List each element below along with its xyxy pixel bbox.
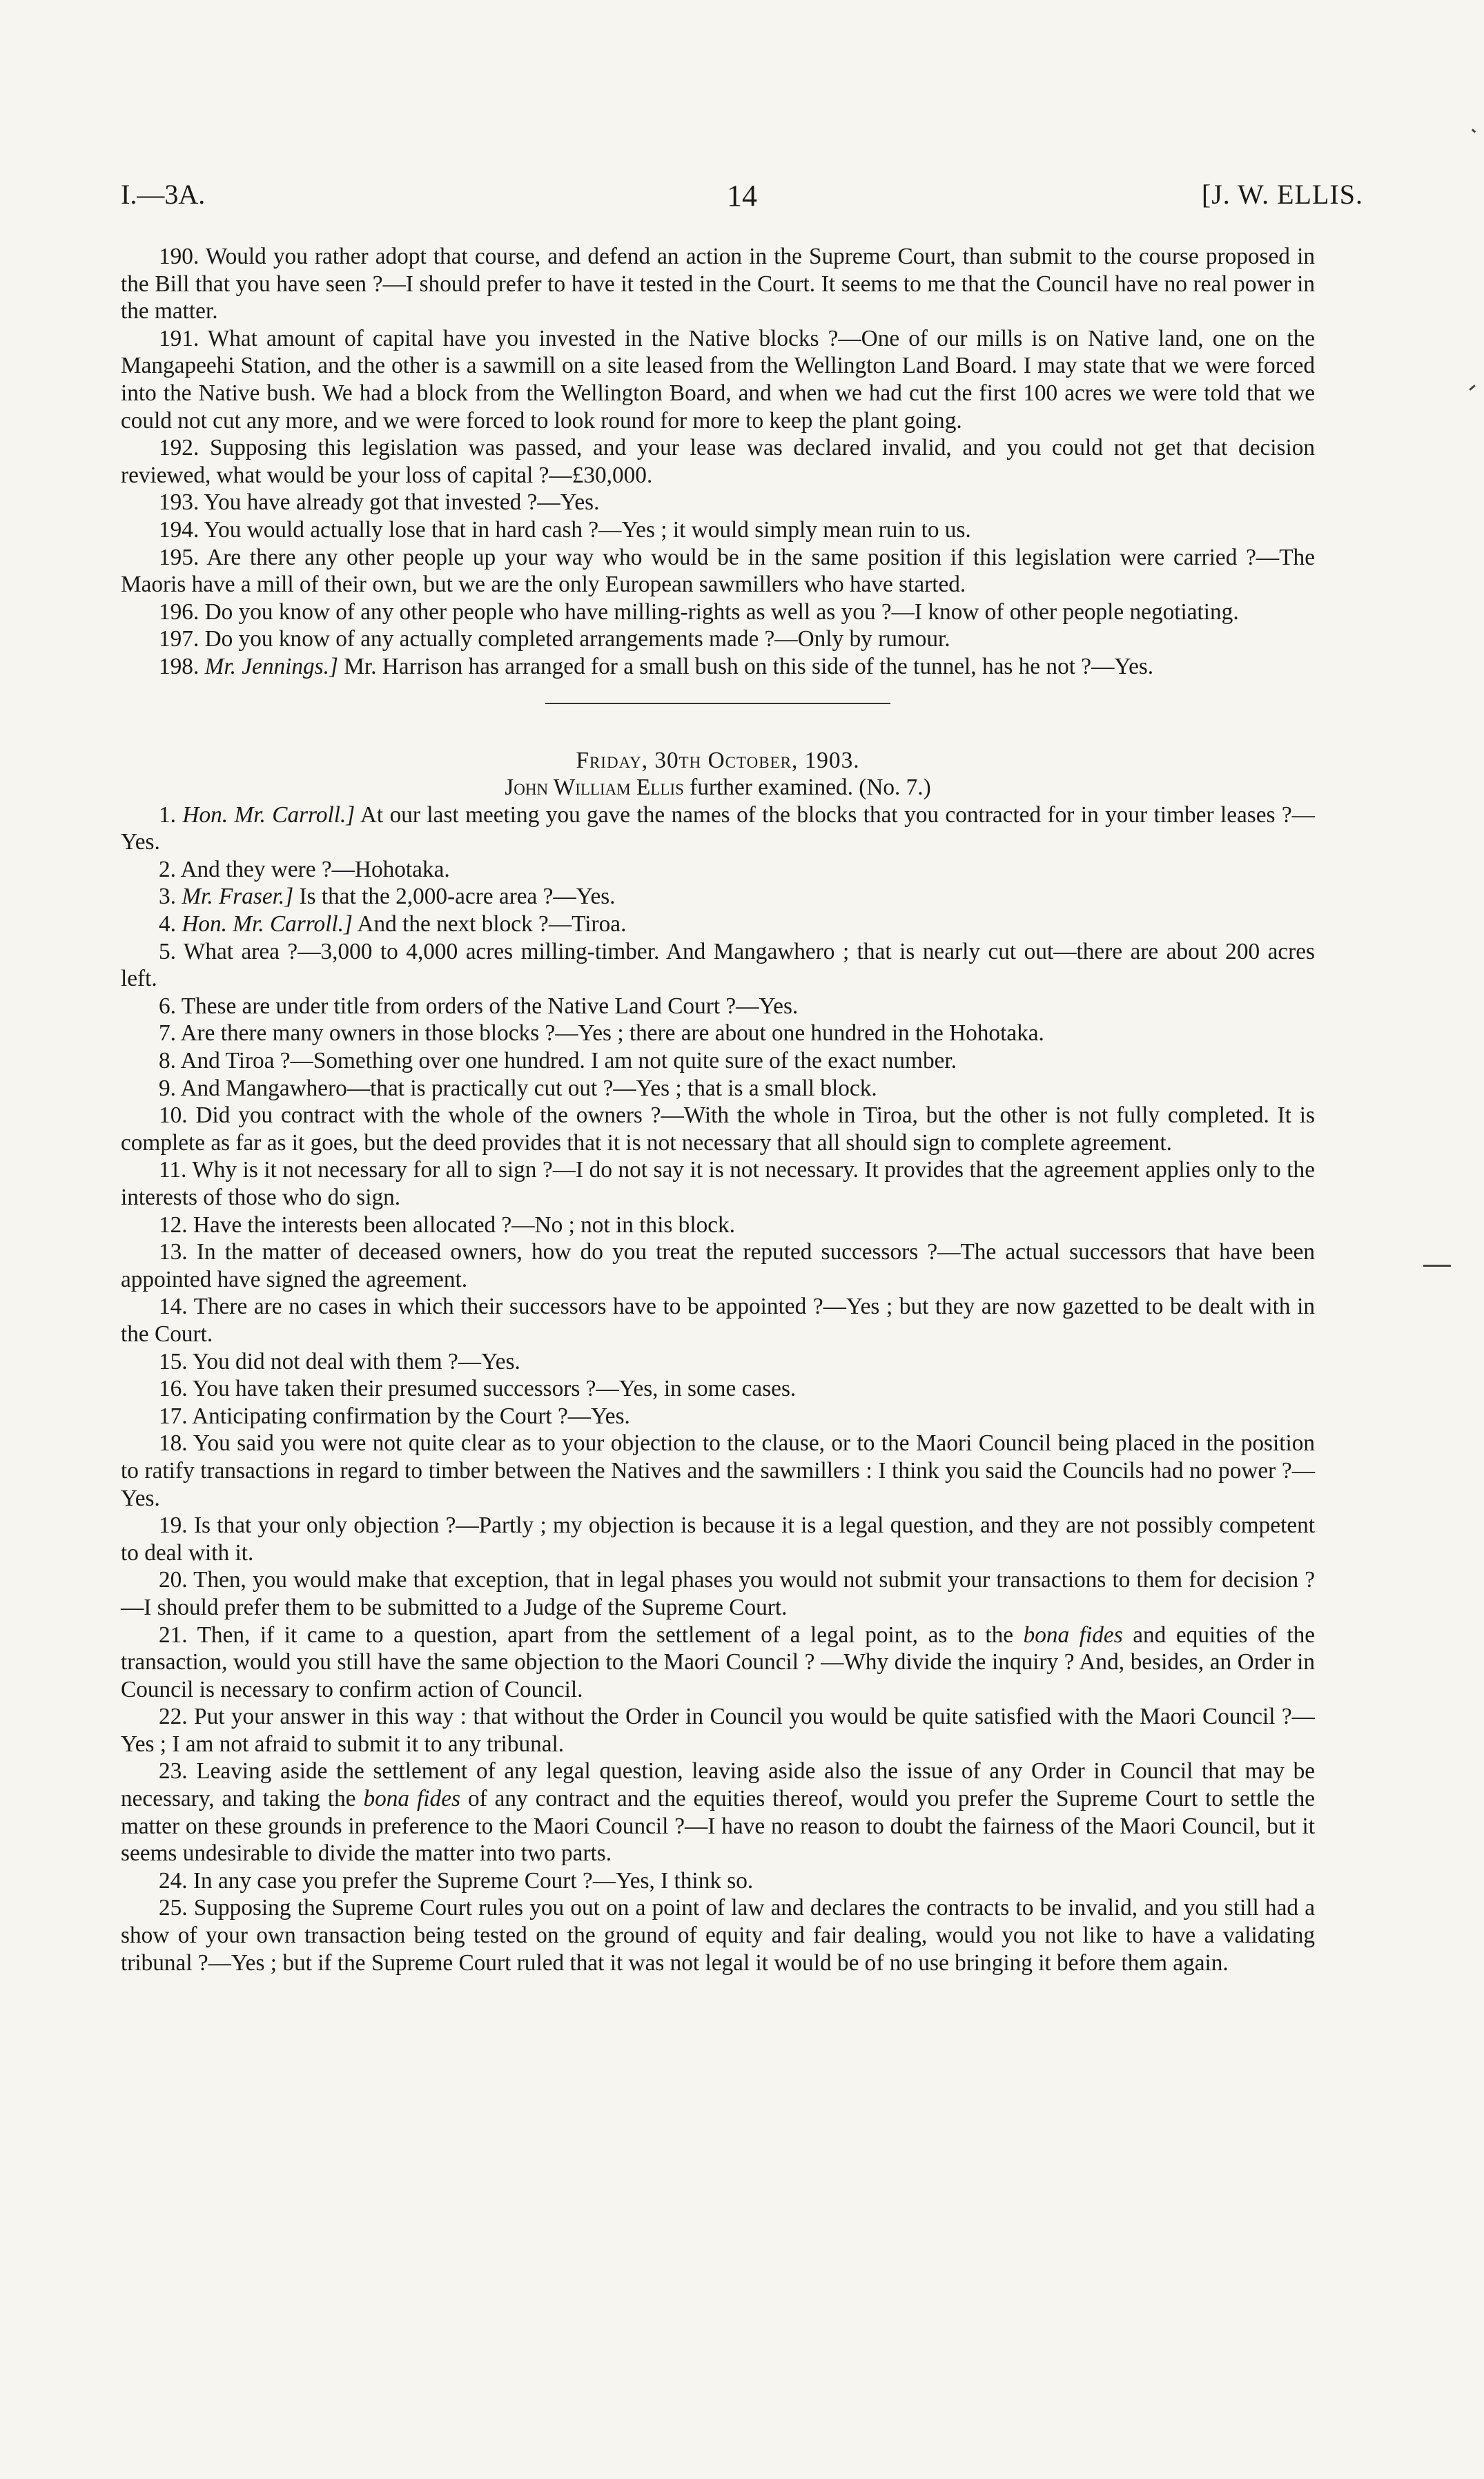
question-number: 194.	[159, 516, 199, 543]
speaker-name: Hon. Mr. Carroll.]	[182, 801, 355, 828]
question-number: 197.	[159, 626, 199, 652]
question-paragraph	[121, 801, 1315, 856]
question-number: 23.	[159, 1758, 188, 1785]
question-paragraph	[121, 434, 1315, 489]
question-text: Anticipating confirmation by the Court ?—Yes.	[192, 1403, 630, 1429]
question-number: 192.	[159, 435, 199, 461]
question-number: 11.	[159, 1157, 187, 1183]
question-paragraph	[121, 856, 1315, 884]
question-number: 13.	[159, 1239, 188, 1265]
question-paragraph	[121, 1075, 1315, 1102]
question-paragraph	[121, 516, 1315, 544]
question-paragraph	[121, 993, 1315, 1020]
question-number: 12.	[159, 1212, 188, 1238]
question-text: What area ?—3,000 to 4,000 acres milling-timber. And Mangawhero ; that is nearly cut out—there are about 200 acres left.	[121, 938, 1315, 992]
question-text: These are under title from orders of the Native Land Court ?—Yes.	[181, 993, 799, 1019]
question-paragraph	[121, 325, 1315, 434]
question-number: 22.	[159, 1704, 188, 1730]
evidence-block-new	[121, 801, 1315, 1977]
question-paragraph	[121, 1212, 1315, 1239]
question-number: 191.	[159, 325, 199, 351]
question-text: And they were ?—Hohotaka.	[180, 856, 450, 882]
question-text: Is that the 2,000-acre area ?—Yes.	[299, 884, 616, 910]
question-paragraph	[121, 1566, 1315, 1621]
question-text: At our last meeting you gave the names of the blocks that you contracted for in your timber leases ?—Yes.	[121, 801, 1315, 855]
question-paragraph	[121, 1403, 1315, 1430]
question-text: And the next block ?—Tiroa.	[357, 911, 627, 937]
question-number: 19.	[159, 1513, 188, 1539]
question-paragraph	[121, 625, 1315, 653]
question-paragraph	[121, 1293, 1315, 1348]
question-paragraph	[121, 911, 1315, 938]
question-text: You said you were not quite clear as to your objection to the clause, or to the Maori Council being placed in the position to ratify transactions in regard to timber between the Natives and the sawmillers : I think you said the Councils had no power ?—Yes.	[121, 1430, 1315, 1511]
question-paragraph	[121, 653, 1315, 681]
question-number: 8.	[159, 1048, 176, 1074]
question-text: Do you know of any other people who have milling-rights as well as you ?—I know of other people negotiating.	[204, 599, 1239, 625]
question-paragraph	[121, 1894, 1315, 1976]
question-paragraph	[121, 1758, 1315, 1867]
question-number: 20.	[159, 1567, 188, 1593]
question-text: You have already got that invested ?—Yes.	[204, 489, 600, 516]
speaker-name: Hon. Mr. Carroll.]	[182, 911, 353, 937]
question-number: 21.	[159, 1622, 188, 1648]
question-text: And Mangawhero—that is practically cut out ?—Yes ; that is a small block.	[180, 1075, 877, 1101]
evidence-block-continued	[121, 243, 1315, 681]
question-number: 6.	[159, 993, 176, 1019]
section-divider	[545, 703, 890, 704]
question-text: What amount of capital have you invested in the Native blocks ?—One of our mills is on Native land, one on the Mangapeehi Station, and the other is a sawmill on a site leased from the Wellington Land Board. I may state that we were forced into the Native bush. We had a block from the Wellington Board, and when we had cut the first 100 acres we were told that we could not cut any more, and we were forced to look round for more to keep the plant going.	[121, 325, 1316, 434]
question-paragraph	[121, 1622, 1315, 1704]
paper-reference: I.—3A.	[121, 179, 206, 210]
question-text: Did you contract with the whole of the owners ?—With the whole in Tiroa, but the other is not fully completed. It is complete as far as it goes, but the deed provides that it is not necessary that all should sign to complete agreement.	[121, 1102, 1315, 1156]
question-number: 18.	[159, 1430, 188, 1457]
page-number: 14	[727, 179, 757, 213]
question-number: 3.	[159, 884, 176, 910]
question-number: 14.	[159, 1294, 188, 1320]
question-paragraph	[121, 489, 1315, 516]
question-paragraph	[121, 1867, 1315, 1895]
question-text: You have taken their presumed successors ?—Yes, in some cases.	[192, 1376, 797, 1402]
question-number: 16.	[159, 1376, 188, 1402]
question-number: 15.	[159, 1348, 188, 1374]
question-number: 17.	[159, 1403, 188, 1429]
question-paragraph	[121, 1238, 1315, 1293]
question-text: Leaving aside the settlement of any legal question, leaving aside also the issue of any Order in Council that may be necessary, and taking the	[121, 1758, 1316, 1812]
question-paragraph	[121, 1020, 1315, 1047]
question-text: Put your answer in this way : that without the Order in Council you would be quite satisfied with the Maori Council ?—Yes ; I am not afraid to submit it to any tribunal.	[121, 1704, 1315, 1757]
question-paragraph	[121, 1156, 1315, 1211]
question-paragraph	[121, 1703, 1315, 1758]
witness-status: further examined. (No. 7.)	[690, 775, 931, 801]
witness-name: John William Ellis	[505, 775, 684, 801]
question-paragraph	[121, 1375, 1315, 1403]
question-paragraph	[121, 544, 1315, 599]
question-number: 196.	[159, 599, 199, 625]
question-number: 195.	[159, 544, 199, 570]
question-paragraph	[121, 1047, 1315, 1075]
speaker-name: Mr. Jennings.]	[204, 653, 338, 679]
question-number: 10.	[159, 1102, 188, 1129]
question-paragraph	[121, 1430, 1315, 1512]
question-paragraph	[121, 243, 1315, 325]
page-header	[121, 178, 1363, 220]
question-number: 2.	[159, 856, 176, 882]
question-text: Do you know of any actually completed arrangements made ?—Only by rumour.	[204, 626, 950, 652]
page-body	[121, 243, 1315, 1976]
question-number: 190.	[159, 244, 199, 269]
question-paragraph	[121, 1348, 1315, 1376]
question-paragraph	[121, 1102, 1315, 1156]
question-text: In any case you prefer the Supreme Court ?—Yes, I think so.	[193, 1867, 754, 1894]
question-text: Are there many owners in those blocks ?—Yes ; there are about one hundred in the Hohotaka.	[180, 1020, 1044, 1047]
question-text: Have the interests been allocated ?—No ; not in this block.	[193, 1212, 735, 1238]
question-text: Then, if it came to a question, apart from the settlement of a legal point, as to the	[197, 1622, 1014, 1648]
scan-speck	[1423, 1265, 1451, 1267]
question-text: You did not deal with them ?—Yes.	[192, 1348, 520, 1374]
question-paragraph	[121, 938, 1315, 993]
question-text: Supposing this legislation was passed, and your lease was declared invalid, and you could not get that decision reviewed, what would be your loss of capital ?—£30,000.	[121, 435, 1316, 488]
italic-phrase: bona fides	[1023, 1622, 1123, 1648]
question-text: Would you rather adopt that course, and defend an action in the Supreme Court, than submit to the course proposed in the Bill that you have seen ?—I should prefer to have it tested in the Court. It seems to me that the Council have no real power in the matter.	[121, 244, 1315, 324]
question-number: 5.	[159, 938, 176, 964]
witness-running-head: [J. W. ELLIS.	[1201, 179, 1363, 210]
question-text: Is that your only objection ?—Partly ; my objection is because it is a legal question, and they are not possibly competent to deal with it.	[121, 1513, 1316, 1566]
question-text-cont: and equities of the transaction, would you still have the same objection to the Maori Council ? —Why divide the inquiry ? And, besides, an Order in Council is necessary to confirm action of Council.	[121, 1622, 1316, 1702]
question-number: 24.	[159, 1867, 188, 1894]
question-text: Are there any other people up your way who would be in the same position if this legislation were carried ?—The Maoris have a mill of their own, but we are the only European sawmillers who have started.	[121, 544, 1315, 598]
question-text: And Tiroa ?—Something over one hundred. I am not quite sure of the exact number.	[180, 1048, 957, 1074]
question-text: You would actually lose that in hard cash ?—Yes ; it would simply mean ruin to us.	[204, 516, 971, 543]
question-text: Then, you would make that exception, that in legal phases you would not submit your transactions to them for decision ?—I should prefer them to be submitted to a Judge of the Supreme Court.	[121, 1567, 1315, 1620]
question-text: Supposing the Supreme Court rules you out on a point of law and declares the contracts to be invalid, and you still had a show of your own transaction being tested on the ground of equity and fair dealing, would you not like to have a validating tribunal ?—Yes ; but if the Supreme Court ruled that it was not legal it would be of no use bringing it before them again.	[121, 1895, 1315, 1976]
witness-line	[121, 774, 1315, 801]
question-number: 193.	[159, 489, 199, 516]
scan-speck	[1472, 128, 1476, 133]
sitting-date: Friday, 30th October, 1903.	[576, 747, 860, 773]
italic-phrase: bona fides	[363, 1786, 460, 1812]
question-number: 198.	[159, 653, 199, 679]
question-number: 9.	[159, 1075, 176, 1101]
question-number: 25.	[159, 1895, 188, 1921]
question-paragraph	[121, 1512, 1315, 1566]
question-paragraph	[121, 599, 1315, 626]
question-number: 4.	[159, 911, 176, 937]
question-number: 7.	[159, 1020, 176, 1047]
question-text: There are no cases in which their successors have to be appointed ?—Yes ; but they are now gazetted to be dealt with in the Court.	[121, 1294, 1315, 1347]
question-text: In the matter of deceased owners, how do you treat the reputed successors ?—The actual successors that have been appointed have signed the agreement.	[121, 1239, 1316, 1292]
question-number: 1.	[159, 801, 176, 828]
speaker-name: Mr. Fraser.]	[182, 884, 294, 910]
question-paragraph	[121, 883, 1315, 911]
scan-speck	[1469, 385, 1476, 391]
question-text: Mr. Harrison has arranged for a small bush on this side of the tunnel, has he not ?—Yes.	[344, 653, 1154, 679]
question-text: Why is it not necessary for all to sign ?—I do not say it is not necessary. It provides that the agreement applies only to the interests of those who do sign.	[121, 1157, 1315, 1210]
question-text-cont: of any contract and the equities thereof, would you prefer the Supreme Court to settle the matter on these grounds in preference to the Maori Council ?—I have no reason to doubt the fairness of the Maori Council, but it seems undesirable to divide the matter into two parts.	[121, 1786, 1315, 1867]
